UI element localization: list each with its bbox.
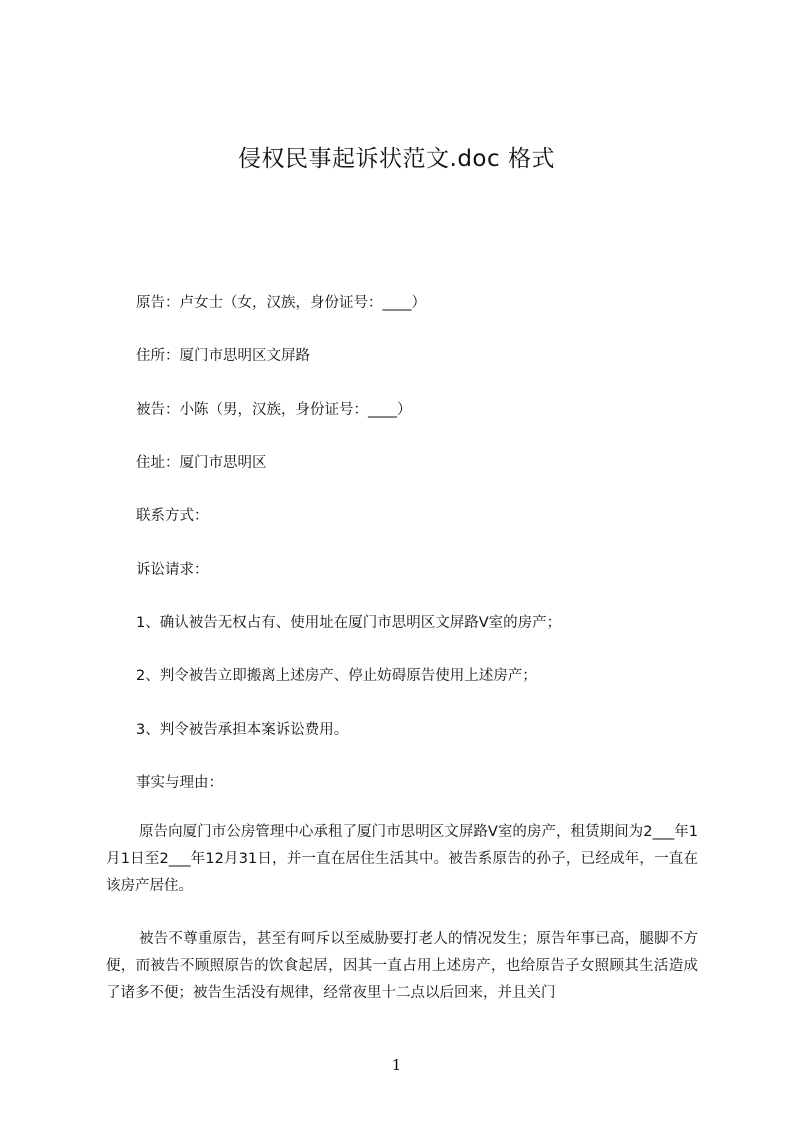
plaintiff-address-line: 住所：厦门市思明区文屏路 [136, 348, 310, 364]
facts-heading: 事实与理由： [136, 775, 223, 791]
claim-item-2: 2、判令被告立即搬离上述房产、停止妨碍原告使用上述房产； [136, 668, 537, 684]
defendant-address-line: 住址：厦门市思明区 [136, 455, 267, 471]
contact-line: 联系方式： [136, 508, 209, 524]
claims-heading: 诉讼请求： [136, 562, 209, 578]
defendant-line: 被告：小陈（男，汉族，身份证号：____） [136, 402, 412, 418]
page-number: 1 [391, 1056, 402, 1074]
facts-paragraph-2: 被告不尊重原告，甚至有呵斥以至威胁要打老人的情况发生；原告年事已高，腿脚不方便，而被告不顾照原告的饮食起居，因其一直占用上述房产，也给原告子女照顾其生活造成了诸多不便；被告生活没有规律，经常夜里十二点以后回来，并且关门 [106, 931, 698, 1001]
claim-item-1: 1、确认被告无权占有、使用址在厦门市思明区文屏路Ⅴ室的房产； [136, 615, 562, 631]
claim-item-3: 3、判令被告承担本案诉讼费用。 [136, 722, 349, 738]
document-title: 侵权民事起诉状范文.doc 格式 [238, 146, 555, 172]
facts-paragraph-1: 原告向厦门市公房管理中心承租了厦门市思明区文屏路Ⅴ室的房产，租赁期间为2___年1月1日至2___年12月31日，并一直在居住生活其中。被告系原告的孙子，已经成年，一直在该房产居住。 [106, 824, 698, 894]
plaintiff-line: 原告：卢女士（女，汉族，身份证号：____） [136, 295, 426, 311]
